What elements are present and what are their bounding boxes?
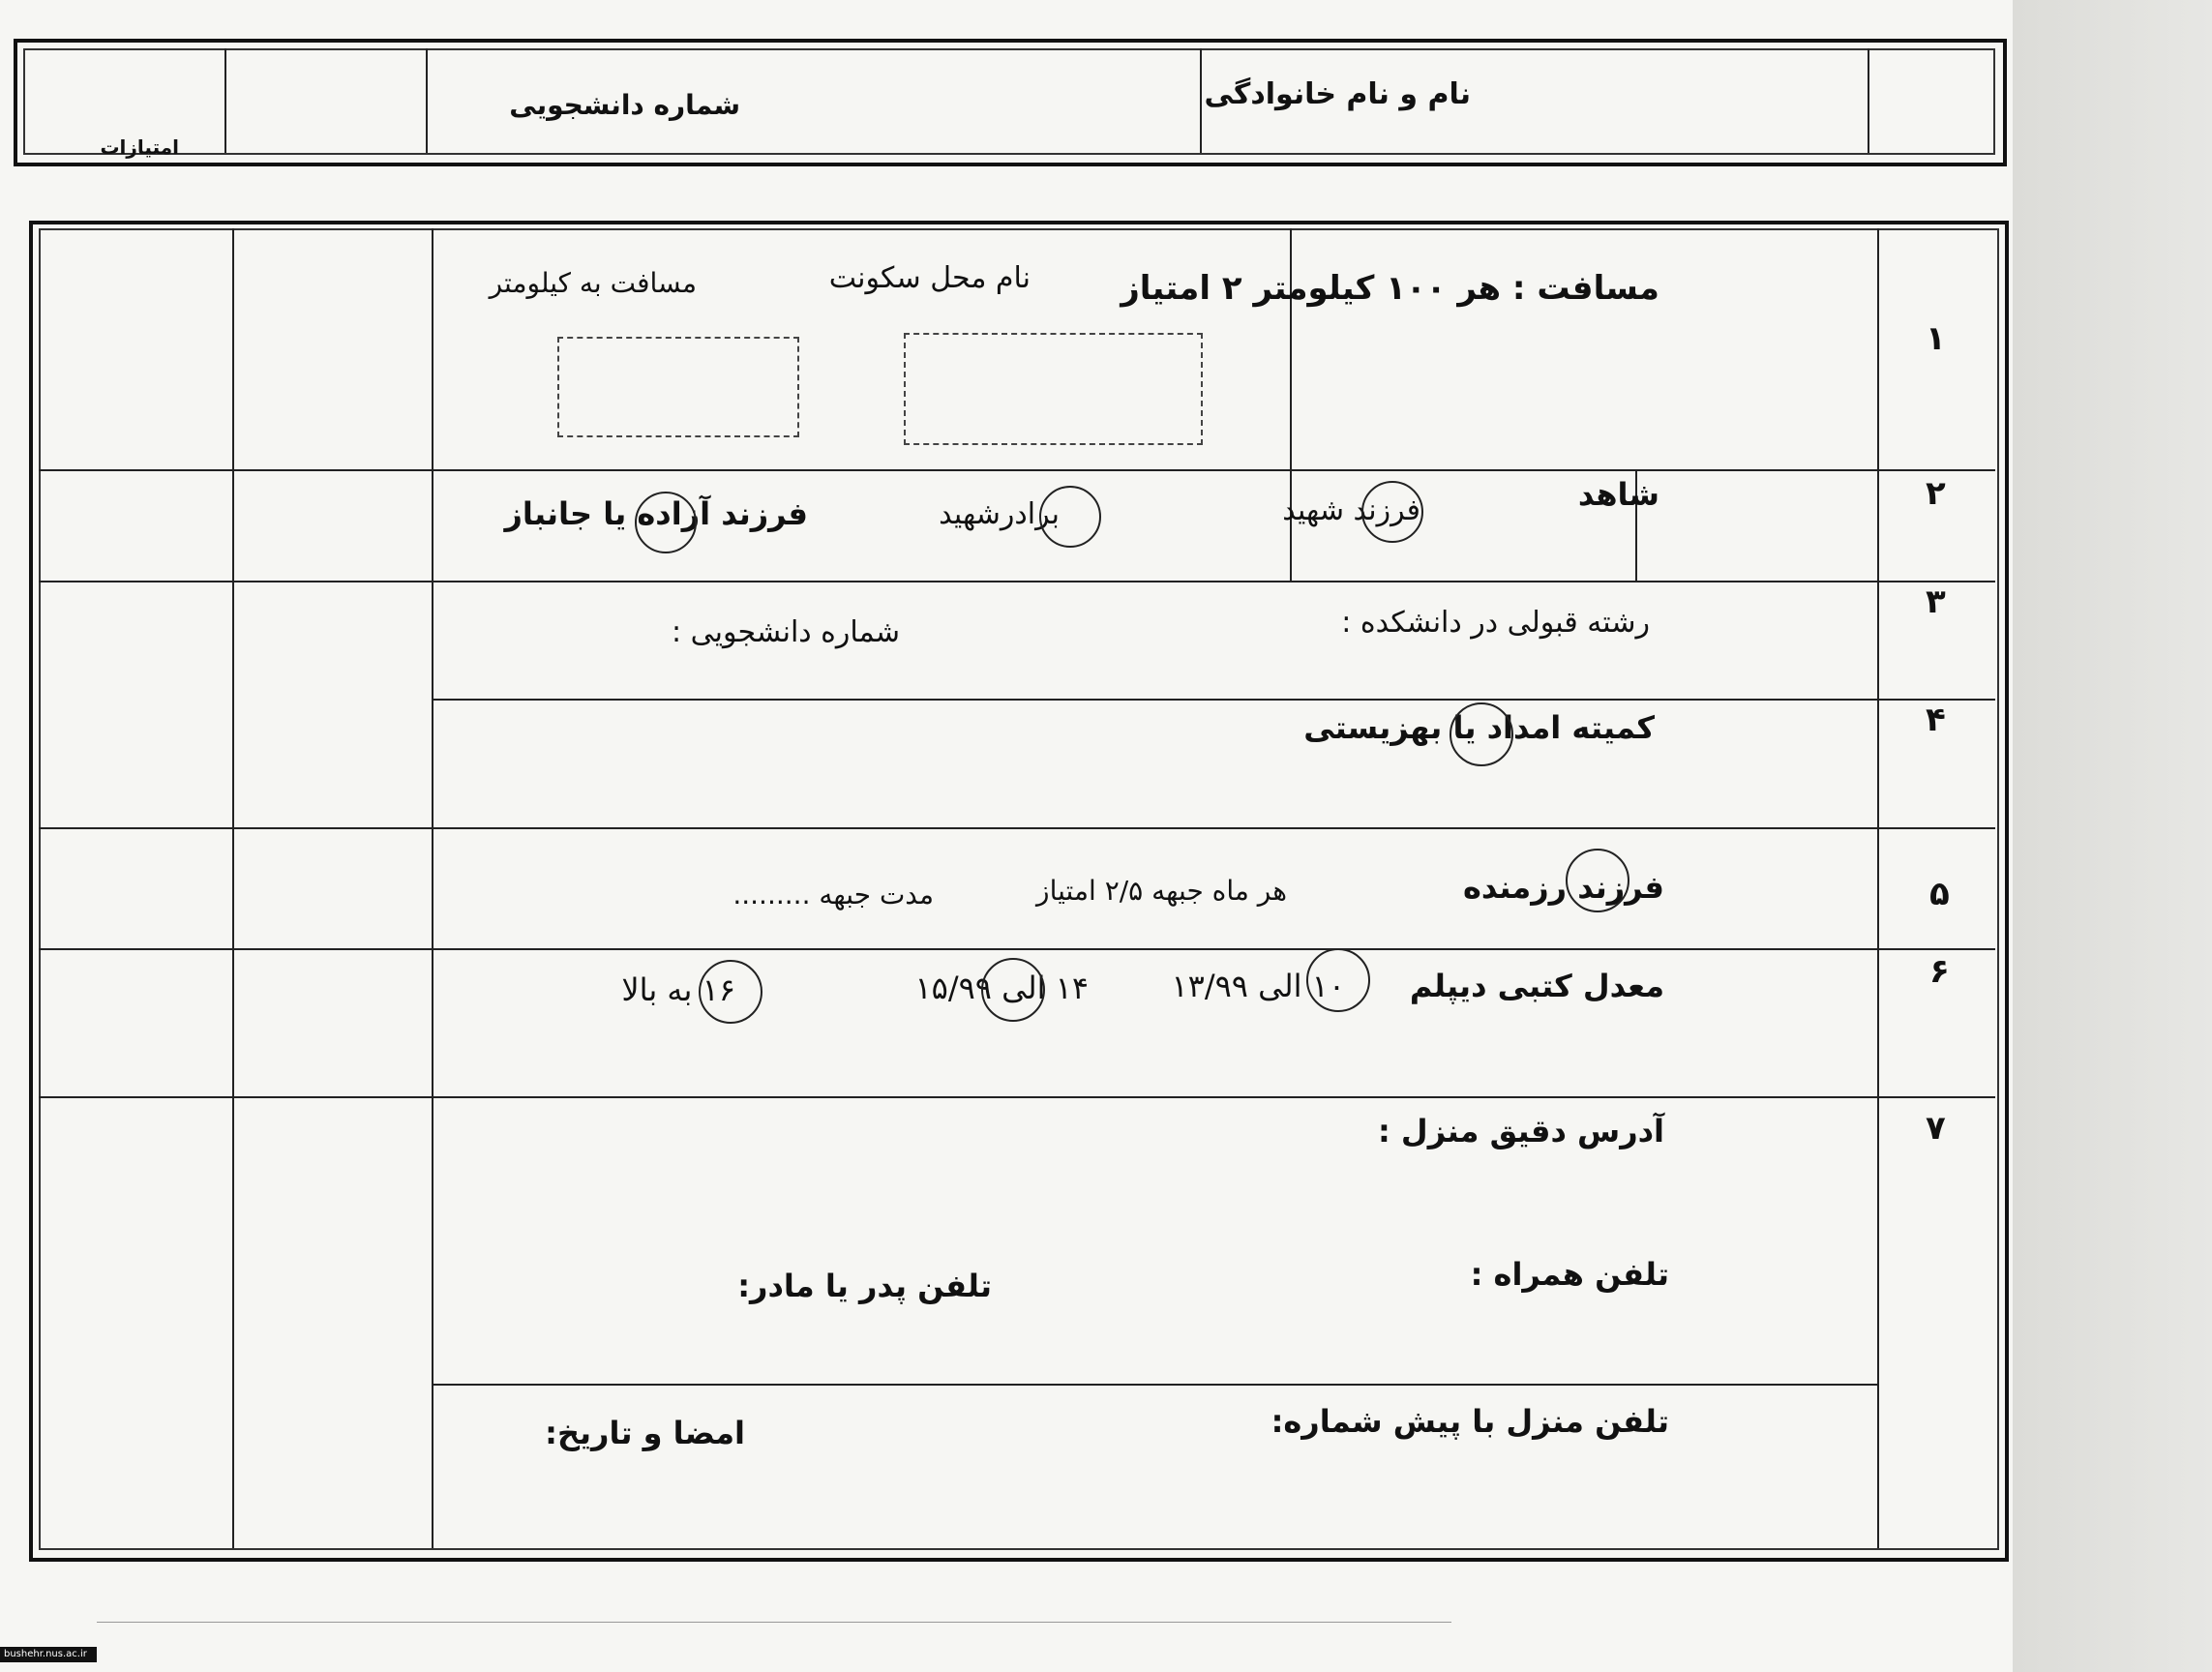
diploma-average-label: معدل کتبی دیپلم: [1409, 968, 1664, 1004]
martyr-child-radio[interactable]: [1361, 481, 1423, 543]
range-16-plus: ۱۶ به بالا: [621, 971, 735, 1008]
residence-label: نام محل سکونت: [828, 261, 1031, 295]
range-14-15-radio[interactable]: [981, 958, 1045, 1022]
header-frame-inner: [23, 48, 1995, 155]
martyr-brother-radio[interactable]: [1039, 486, 1101, 548]
option-freed-veteran-child: فرزند آزاده یا جانباز: [504, 495, 808, 532]
row-divider: [432, 699, 1995, 701]
mobile-label: تلفن همراه :: [1470, 1256, 1669, 1293]
row-divider: [39, 948, 1995, 950]
row-number: ۲: [1926, 474, 1946, 513]
watermark-bar: bushehr.nus.ac.ir: [0, 1647, 97, 1662]
scan-line: [97, 1622, 1451, 1623]
home-phone-label: تلفن منزل با پیش شماره:: [1270, 1403, 1669, 1440]
distance-input-box[interactable]: [557, 337, 799, 437]
student-number-label: شماره دانشجویی :: [671, 615, 900, 649]
row-divider: [39, 827, 1995, 829]
row-divider: [39, 1096, 1995, 1098]
distance-km-label: مسافت به کیلومتر: [489, 267, 697, 299]
header-divider: [1200, 48, 1202, 153]
row-number: ۶: [1929, 952, 1950, 991]
row-number: ۱: [1926, 319, 1946, 358]
header-student-number-label: شماره دانشجویی: [509, 89, 740, 121]
row-number: ۳: [1926, 582, 1946, 621]
combatant-child-option: فرزند رزمنده: [1462, 869, 1664, 906]
row-divider: [39, 469, 1995, 471]
header-divider: [426, 48, 428, 153]
header-divider: [224, 48, 226, 153]
row-divider: [432, 1384, 1877, 1386]
header-divider: [1868, 48, 1869, 153]
name-label: نام و نام خانوادگی: [1204, 77, 1471, 111]
accepted-field-label: رشته قبولی در دانشکده :: [1341, 606, 1650, 640]
range-16-plus-radio[interactable]: [699, 960, 762, 1024]
freed-veteran-child-radio[interactable]: [635, 492, 697, 553]
signature-date-label: امضا و تاریخ:: [545, 1415, 745, 1451]
option-martyr-brother: برادرشهید: [939, 497, 1060, 531]
range-10-13-radio[interactable]: [1306, 948, 1370, 1012]
row-number: ۴: [1926, 701, 1946, 739]
relief-committee-radio[interactable]: [1450, 702, 1513, 766]
scan-margin: [2013, 0, 2212, 1672]
distance-title: مسافت : هر ۱۰۰ کیلومتر ۲ امتیاز: [1121, 269, 1659, 308]
column-divider: [432, 228, 433, 1548]
points-label: امتیازات: [100, 135, 179, 159]
row-divider: [39, 581, 1995, 582]
range-10-13: ۱۰ الی ۱۳/۹۹: [1171, 968, 1345, 1004]
column-divider: [1877, 228, 1879, 1548]
combatant-child-radio[interactable]: [1566, 849, 1629, 912]
row-number: ۵: [1929, 875, 1950, 913]
address-label: آدرس دقیق منزل :: [1377, 1113, 1664, 1150]
relief-committee-option: کمیته امداد یا بهزیستی: [1303, 709, 1655, 746]
parent-phone-label: تلفن پدر یا مادر:: [737, 1268, 992, 1304]
row-number: ۷: [1926, 1109, 1946, 1148]
column-divider: [232, 228, 234, 1548]
residence-input-box[interactable]: [904, 333, 1203, 445]
option-martyr-child: فرزند شهید: [1282, 493, 1420, 527]
front-rate-text: هر ماه جبهه ۲/۵ امتیاز: [1036, 875, 1287, 907]
range-14-15: ۱۴ الی ۱۵/۹۹: [914, 970, 1089, 1006]
front-duration-text: مدت جبهه .........: [732, 879, 934, 911]
shahed-title: شاهد: [1577, 476, 1659, 513]
